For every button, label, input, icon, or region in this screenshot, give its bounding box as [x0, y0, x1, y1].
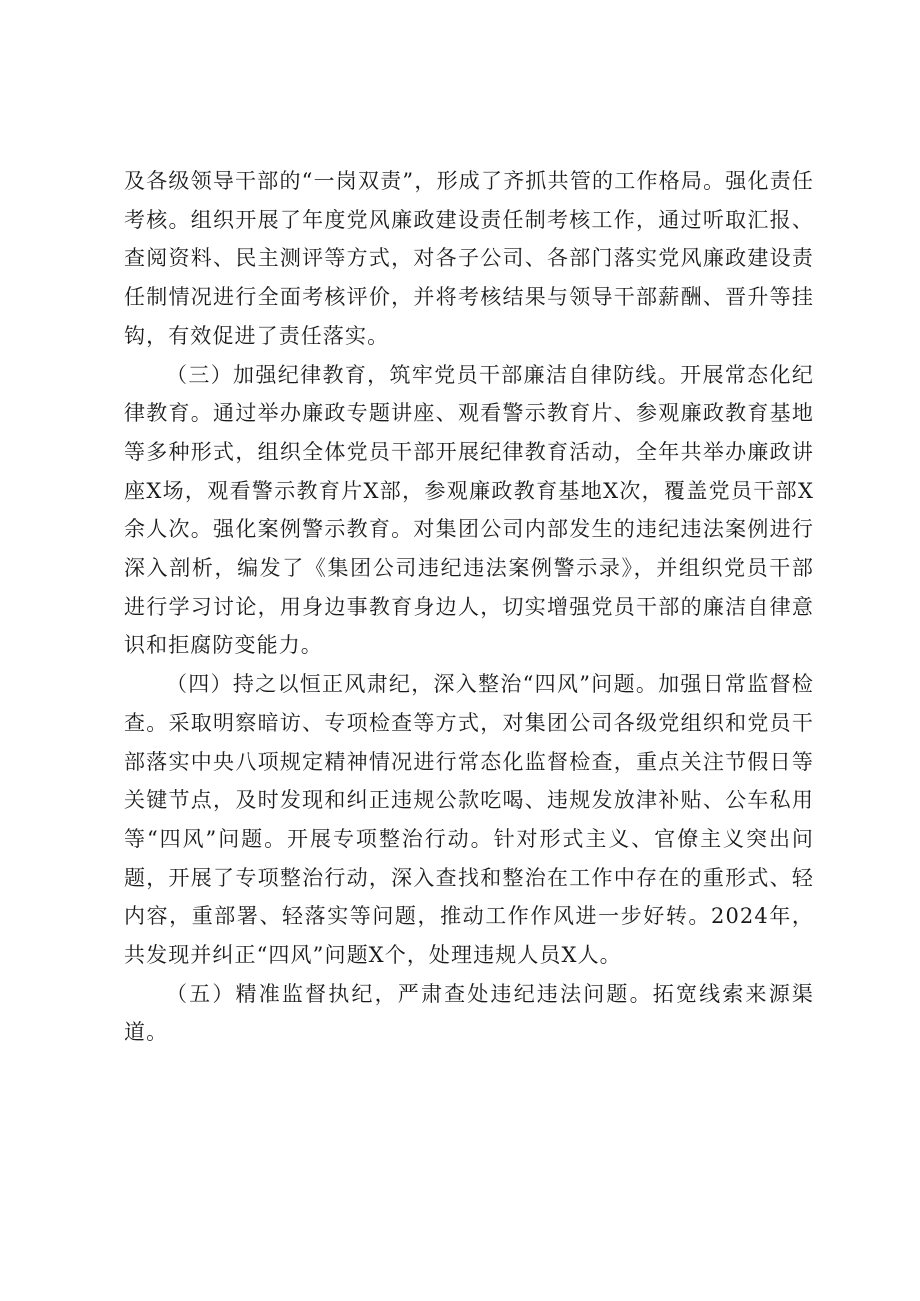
document-body	[124, 162, 814, 1052]
paragraph-continuation: 及各级领导干部的“一岗双责”，形成了齐抓共管的工作格局。强化责任考核。组织开展了年度党风廉政建设责任制考核工作，通过听取汇报、查阅资料、民主测评等方式，对各子公司、各部门落实党风廉政建设责任制情况进行全面考核评价，并将考核结果与领导干部薪酬、晋升等挂钩，有效促进了责任落实。	[124, 169, 814, 348]
paragraph-section-5: （五）精准监督执纪，严肃查处违纪违法问题。拓宽线索来源渠道。	[124, 981, 814, 1045]
paragraph-section-3: （三）加强纪律教育，筑牢党员干部廉洁自律防线。开展常态化纪律教育。通过举办廉政专题讲座、观看警示教育片、参观廉政教育基地等多种形式，组织全体党员干部开展纪律教育活动，全年共举办廉政讲座X场，观看警示教育片X部，参观廉政教育基地X次，覆盖党员干部X余人次。强化案例警示教育。对集团公司内部发生的违纪违法案例进行深入剖析，编发了《集团公司违纪违法案例警示录》，并组织党员干部进行学习讨论，用身边事教育身边人，切实增强党员干部的廉洁自律意识和拒腐防变能力。	[124, 362, 814, 658]
paragraph-section-4: （四）持之以恒正风肃纪，深入整治“四风”问题。加强日常监督检查。采取明察暗访、专项检查等方式，对集团公司各级党组织和党员干部落实中央八项规定精神情况进行常态化监督检查，重点关注节假日等关键节点，及时发现和纠正违规公款吃喝、违规发放津补贴、公车私用等“四风”问题。开展专项整治行动。针对形式主义、官僚主义突出问题，开展了专项整治行动，深入查找和整治在工作中存在的重形式、轻内容，重部署、轻落实等问题，推动工作作风进一步好转。2024年，共发现并纠正“四风”问题X个，处理违规人员X人。	[124, 672, 814, 968]
